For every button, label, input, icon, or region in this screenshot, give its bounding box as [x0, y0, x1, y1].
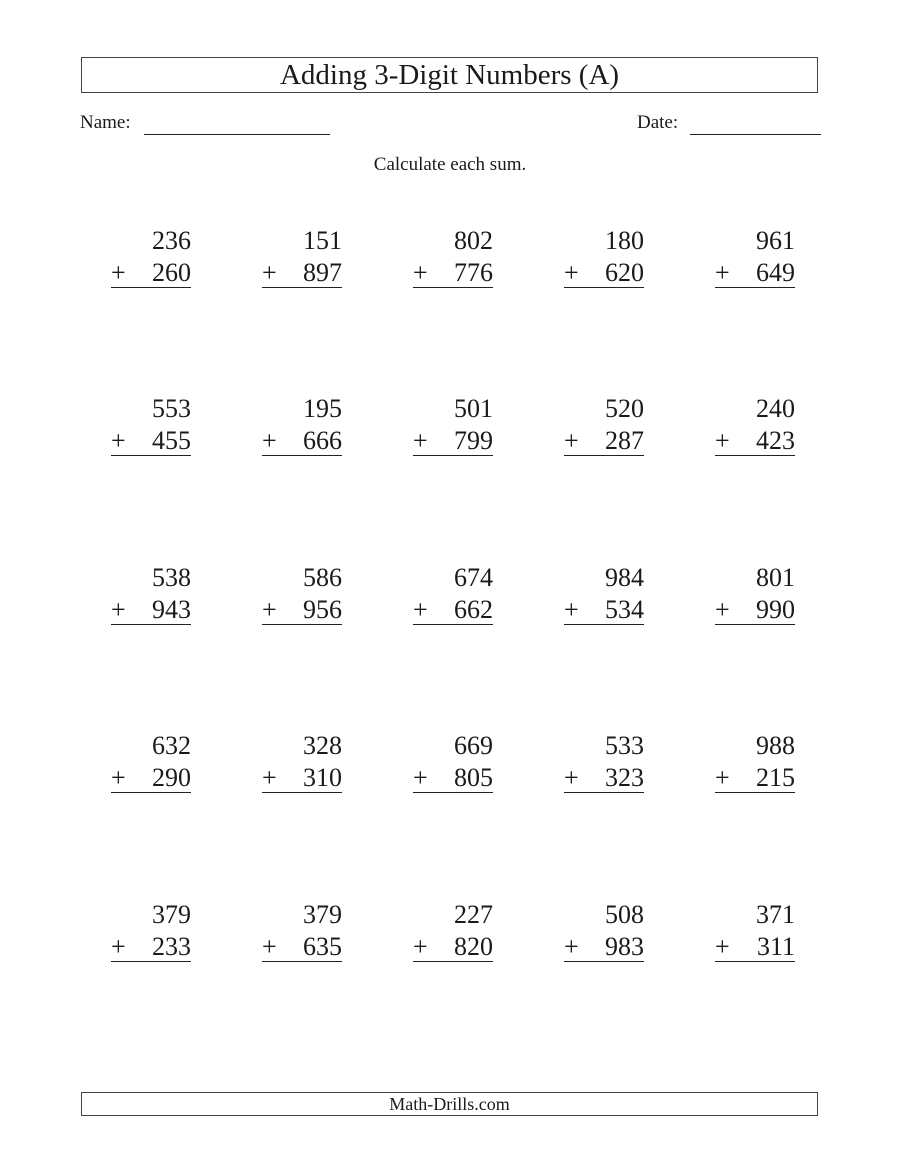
bottom-addend-row [413, 425, 493, 456]
date-blank-line [690, 134, 821, 135]
bottom-addend-row [262, 594, 342, 625]
top-addend: 553 [152, 394, 191, 423]
bottom-addend: 983 [605, 932, 644, 961]
plus-sign: + [262, 426, 277, 455]
addition-problem [715, 393, 795, 457]
top-addend: 533 [605, 731, 644, 760]
addition-problem [413, 730, 493, 794]
bottom-addend-row [564, 257, 644, 288]
bottom-addend-row [111, 257, 191, 288]
bottom-addend-row [111, 594, 191, 625]
addition-problem [564, 899, 644, 963]
name-blank-line [144, 134, 330, 135]
top-addend: 961 [756, 226, 795, 255]
bottom-addend: 455 [152, 426, 191, 455]
top-addend: 669 [454, 731, 493, 760]
top-addend: 379 [152, 900, 191, 929]
top-addend: 632 [152, 731, 191, 760]
bottom-addend-row [564, 425, 644, 456]
bottom-addend-row [413, 931, 493, 962]
top-addend: 538 [152, 563, 191, 592]
top-addend: 379 [303, 900, 342, 929]
bottom-addend-row [413, 762, 493, 793]
top-addend: 180 [605, 226, 644, 255]
plus-sign: + [111, 932, 126, 961]
top-addend: 508 [605, 900, 644, 929]
bottom-addend-row [111, 762, 191, 793]
bottom-addend: 323 [605, 763, 644, 792]
bottom-addend-row [715, 762, 795, 793]
addition-problem [111, 730, 191, 794]
top-addend: 674 [454, 563, 493, 592]
addition-problem [564, 562, 644, 626]
bottom-addend-row [262, 425, 342, 456]
addition-problem [715, 225, 795, 289]
plus-sign: + [111, 426, 126, 455]
plus-sign: + [715, 932, 730, 961]
bottom-addend: 666 [303, 426, 342, 455]
plus-sign: + [564, 426, 579, 455]
addition-problem [564, 225, 644, 289]
bottom-addend-row [413, 257, 493, 288]
bottom-addend-row [262, 257, 342, 288]
plus-sign: + [715, 426, 730, 455]
bottom-addend-row [715, 257, 795, 288]
bottom-addend: 662 [454, 595, 493, 624]
bottom-addend: 799 [454, 426, 493, 455]
bottom-addend-row [564, 762, 644, 793]
worksheet-title: Adding 3-Digit Numbers (A) [81, 57, 818, 93]
addition-problem [564, 730, 644, 794]
bottom-addend: 897 [303, 258, 342, 287]
bottom-addend: 423 [756, 426, 795, 455]
bottom-addend: 534 [605, 595, 644, 624]
footer-credit: Math-Drills.com [81, 1092, 818, 1116]
addition-problem [111, 225, 191, 289]
plus-sign: + [413, 595, 428, 624]
top-addend: 227 [454, 900, 493, 929]
plus-sign: + [715, 258, 730, 287]
bottom-addend: 233 [152, 932, 191, 961]
bottom-addend-row [262, 931, 342, 962]
plus-sign: + [262, 595, 277, 624]
bottom-addend-row [715, 931, 795, 962]
date-label: Date: [637, 112, 679, 133]
top-addend: 801 [756, 563, 795, 592]
plus-sign: + [413, 932, 428, 961]
bottom-addend: 943 [152, 595, 191, 624]
plus-sign: + [111, 763, 126, 792]
top-addend: 988 [756, 731, 795, 760]
bottom-addend: 290 [152, 763, 191, 792]
addition-problem [715, 562, 795, 626]
addition-problem [262, 393, 342, 457]
bottom-addend: 215 [756, 763, 795, 792]
top-addend: 520 [605, 394, 644, 423]
bottom-addend-row [564, 594, 644, 625]
instructions: Calculate each sum. [373, 154, 527, 175]
top-addend: 151 [303, 226, 342, 255]
plus-sign: + [111, 595, 126, 624]
problem-grid [0, 225, 900, 985]
top-addend: 586 [303, 563, 342, 592]
addition-problem [262, 899, 342, 963]
addition-problem [111, 393, 191, 457]
addition-problem [111, 562, 191, 626]
plus-sign: + [262, 932, 277, 961]
plus-sign: + [564, 595, 579, 624]
addition-problem [564, 393, 644, 457]
name-label: Name: [80, 112, 131, 133]
plus-sign: + [262, 763, 277, 792]
bottom-addend: 649 [756, 258, 795, 287]
top-addend: 195 [303, 394, 342, 423]
bottom-addend: 956 [303, 595, 342, 624]
bottom-addend: 311 [756, 932, 795, 961]
addition-problem [715, 899, 795, 963]
plus-sign: + [715, 595, 730, 624]
plus-sign: + [262, 258, 277, 287]
top-addend: 802 [454, 226, 493, 255]
plus-sign: + [564, 932, 579, 961]
addition-problem [413, 225, 493, 289]
bottom-addend-row [715, 594, 795, 625]
bottom-addend: 635 [303, 932, 342, 961]
addition-problem [413, 899, 493, 963]
bottom-addend-row [564, 931, 644, 962]
top-addend: 240 [756, 394, 795, 423]
top-addend: 984 [605, 563, 644, 592]
top-addend: 328 [303, 731, 342, 760]
bottom-addend: 776 [454, 258, 493, 287]
bottom-addend: 260 [152, 258, 191, 287]
addition-problem [262, 225, 342, 289]
plus-sign: + [715, 763, 730, 792]
bottom-addend-row [111, 425, 191, 456]
bottom-addend-row [111, 931, 191, 962]
bottom-addend: 620 [605, 258, 644, 287]
bottom-addend: 287 [605, 426, 644, 455]
top-addend: 501 [454, 394, 493, 423]
addition-problem [262, 562, 342, 626]
bottom-addend: 310 [303, 763, 342, 792]
bottom-addend-row [715, 425, 795, 456]
plus-sign: + [413, 258, 428, 287]
addition-problem [413, 562, 493, 626]
plus-sign: + [413, 763, 428, 792]
addition-problem [262, 730, 342, 794]
plus-sign: + [564, 763, 579, 792]
plus-sign: + [111, 258, 126, 287]
top-addend: 236 [152, 226, 191, 255]
plus-sign: + [413, 426, 428, 455]
top-addend: 371 [756, 900, 795, 929]
bottom-addend: 820 [454, 932, 493, 961]
addition-problem [413, 393, 493, 457]
plus-sign: + [564, 258, 579, 287]
addition-problem [111, 899, 191, 963]
bottom-addend-row [413, 594, 493, 625]
bottom-addend: 990 [756, 595, 795, 624]
addition-problem [715, 730, 795, 794]
bottom-addend: 805 [454, 763, 493, 792]
bottom-addend-row [262, 762, 342, 793]
